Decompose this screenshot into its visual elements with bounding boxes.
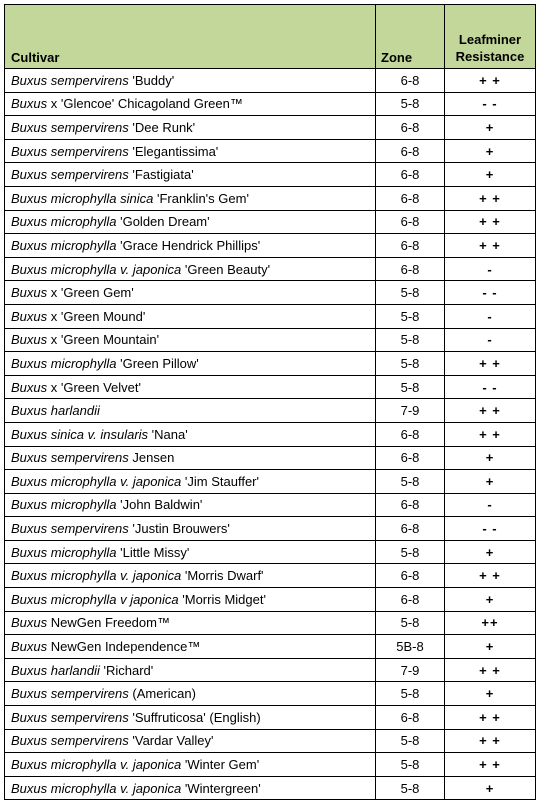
table-row — [5, 658, 536, 682]
resistance-cell: + — [445, 139, 536, 163]
cultivar-cell — [5, 706, 376, 730]
cultivar-species: Buxus harlandii — [11, 403, 100, 419]
resistance-cell: - — [445, 328, 536, 352]
cultivar-variety: 'Wintergreen' — [181, 780, 261, 796]
resistance-cell: - - — [445, 281, 536, 305]
table-row — [5, 399, 536, 423]
table-row — [5, 116, 536, 140]
resistance-cell: + + — [445, 210, 536, 234]
cultivar-variety: Jensen — [128, 450, 175, 466]
cultivar-variety: x 'Green Gem' — [47, 285, 134, 301]
cultivar-variety: x 'Glencoe' Chicagoland Green™ — [47, 96, 243, 112]
cultivar-cell — [5, 611, 376, 635]
zone-cell: 6-8 — [376, 422, 445, 446]
cultivar-species: Buxus sinica v. insularis — [11, 426, 149, 442]
cultivar-cell — [5, 729, 376, 753]
zone-cell: 5-8 — [376, 776, 445, 800]
zone-cell: 7-9 — [376, 658, 445, 682]
cultivar-cell — [5, 658, 376, 682]
zone-cell: 6-8 — [376, 69, 445, 93]
cultivar-species: Buxus microphylla — [11, 214, 117, 230]
cultivar-cell — [5, 186, 376, 210]
table-row — [5, 446, 536, 470]
cultivar-variety: 'Green Pillow' — [116, 355, 199, 371]
zone-cell: 6-8 — [376, 210, 445, 234]
resistance-cell: + + — [445, 186, 536, 210]
zone-cell: 5-8 — [376, 682, 445, 706]
resistance-cell: + + — [445, 422, 536, 446]
cultivar-species: Buxus microphylla sinica — [11, 190, 154, 206]
resistance-cell: + + — [445, 753, 536, 777]
resistance-cell: ++ — [445, 611, 536, 635]
cultivar-variety: NewGen Freedom™ — [47, 615, 170, 631]
zone-cell: 5-8 — [376, 729, 445, 753]
cultivar-variety: x 'Green Velvet' — [47, 379, 141, 395]
resistance-cell: + — [445, 540, 536, 564]
cultivar-species: Buxus — [11, 308, 48, 324]
resistance-cell: + + — [445, 69, 536, 93]
cultivar-variety: x 'Green Mountain' — [47, 332, 160, 348]
zone-cell: 5-8 — [376, 304, 445, 328]
cultivar-species: Buxus sempervirens — [11, 450, 129, 466]
cultivar-cell — [5, 422, 376, 446]
table-row — [5, 69, 536, 93]
table-row — [5, 493, 536, 517]
zone-cell: 5-8 — [376, 611, 445, 635]
cultivar-species: Buxus microphylla v. japonica — [11, 568, 182, 584]
cultivar-cell — [5, 92, 376, 116]
zone-cell: 5-8 — [376, 328, 445, 352]
cultivar-cell — [5, 375, 376, 399]
cultivar-cell — [5, 776, 376, 800]
cultivar-species: Buxus sempervirens — [11, 709, 129, 725]
cultivar-species: Buxus — [11, 332, 48, 348]
cultivar-variety: 'Richard' — [99, 662, 154, 678]
table-row — [5, 210, 536, 234]
resistance-cell: + + — [445, 399, 536, 423]
zone-cell: 5-8 — [376, 352, 445, 376]
cultivar-species: Buxus sempervirens — [11, 143, 129, 159]
cultivar-cell — [5, 328, 376, 352]
zone-cell: 5-8 — [376, 753, 445, 777]
cultivar-species: Buxus sempervirens — [11, 119, 129, 135]
table-row — [5, 234, 536, 258]
cultivar-cell — [5, 163, 376, 187]
table-row — [5, 304, 536, 328]
zone-cell: 5-8 — [376, 92, 445, 116]
cultivar-variety: 'Suffruticosa' (English) — [128, 709, 261, 725]
cultivar-variety: 'Elegantissima' — [128, 143, 219, 159]
cultivar-species: Buxus — [11, 96, 48, 112]
resistance-cell: + — [445, 588, 536, 612]
cultivar-cell — [5, 399, 376, 423]
cultivar-cell — [5, 352, 376, 376]
cultivar-species: Buxus — [11, 615, 48, 631]
zone-cell: 6-8 — [376, 564, 445, 588]
header-resistance-line1: Leafminer — [458, 32, 522, 47]
table-row — [5, 163, 536, 187]
cultivar-variety: 'Jim Stauffer' — [181, 473, 259, 489]
zone-cell: 6-8 — [376, 163, 445, 187]
cultivar-variety: 'Golden Dream' — [116, 214, 210, 230]
table-row — [5, 375, 536, 399]
cultivar-variety: 'Franklin's Gem' — [153, 190, 249, 206]
cultivar-cell — [5, 493, 376, 517]
zone-cell: 5-8 — [376, 281, 445, 305]
cultivar-cell — [5, 257, 376, 281]
table-row — [5, 422, 536, 446]
cultivar-cell — [5, 753, 376, 777]
table-row — [5, 753, 536, 777]
cultivar-variety: 'Justin Brouwers' — [128, 521, 230, 537]
resistance-cell: + — [445, 446, 536, 470]
table-row — [5, 635, 536, 659]
zone-cell: 6-8 — [376, 493, 445, 517]
cultivar-variety: NewGen Independence™ — [47, 639, 201, 655]
cultivar-cell — [5, 234, 376, 258]
zone-cell: 6-8 — [376, 186, 445, 210]
cultivar-species: Buxus microphylla — [11, 355, 117, 371]
table-row — [5, 328, 536, 352]
cultivar-species: Buxus microphylla v japonica — [11, 591, 179, 607]
cultivar-cell — [5, 281, 376, 305]
cultivar-variety: 'Dee Runk' — [128, 119, 196, 135]
cultivar-variety: 'Buddy' — [128, 72, 175, 88]
cultivar-cell — [5, 139, 376, 163]
table-row — [5, 352, 536, 376]
header-cultivar: Cultivar — [5, 5, 376, 69]
cultivar-cell — [5, 517, 376, 541]
cultivar-variety: 'Morris Midget' — [178, 591, 266, 607]
zone-cell: 7-9 — [376, 399, 445, 423]
cultivar-variety: 'Vardar Valley' — [128, 733, 214, 749]
cultivar-species: Buxus — [11, 285, 48, 301]
cultivar-variety: 'Green Beauty' — [181, 261, 271, 277]
zone-cell: 5B-8 — [376, 635, 445, 659]
resistance-cell: + — [445, 163, 536, 187]
cultivar-species: Buxus microphylla — [11, 237, 117, 253]
zone-cell: 6-8 — [376, 234, 445, 258]
table-body — [5, 69, 536, 800]
cultivar-cell — [5, 540, 376, 564]
resistance-cell: - - — [445, 375, 536, 399]
table-row — [5, 540, 536, 564]
cultivar-cell — [5, 69, 376, 93]
resistance-cell: + + — [445, 234, 536, 258]
cultivar-variety: 'Nana' — [148, 426, 188, 442]
cultivar-species: Buxus — [11, 379, 48, 395]
table-row — [5, 588, 536, 612]
cultivar-species: Buxus microphylla v. japonica — [11, 261, 182, 277]
zone-cell: 6-8 — [376, 517, 445, 541]
zone-cell: 5-8 — [376, 540, 445, 564]
cultivar-cell — [5, 446, 376, 470]
cultivar-species: Buxus microphylla v. japonica — [11, 780, 182, 796]
zone-cell: 6-8 — [376, 706, 445, 730]
zone-cell: 6-8 — [376, 257, 445, 281]
cultivar-species: Buxus microphylla — [11, 544, 117, 560]
cultivar-species: Buxus harlandii — [11, 662, 100, 678]
cultivar-cell — [5, 470, 376, 494]
resistance-cell: - - — [445, 517, 536, 541]
table-row — [5, 281, 536, 305]
cultivar-species: Buxus sempervirens — [11, 733, 129, 749]
resistance-cell: - — [445, 257, 536, 281]
resistance-cell: + — [445, 470, 536, 494]
resistance-cell: + — [445, 682, 536, 706]
cultivar-variety: 'Little Missy' — [116, 544, 190, 560]
resistance-cell: + + — [445, 729, 536, 753]
resistance-cell: + — [445, 776, 536, 800]
zone-cell: 6-8 — [376, 588, 445, 612]
cultivar-cell — [5, 304, 376, 328]
cultivar-variety: x 'Green Mound' — [47, 308, 146, 324]
cultivar-variety: 'Winter Gem' — [181, 757, 260, 773]
table-row — [5, 611, 536, 635]
cultivar-variety: (American) — [128, 686, 196, 702]
zone-cell: 6-8 — [376, 446, 445, 470]
table-row — [5, 92, 536, 116]
header-leafminer-resistance — [445, 5, 536, 69]
resistance-cell: + + — [445, 564, 536, 588]
header-row — [5, 5, 536, 69]
cultivar-cell — [5, 635, 376, 659]
header-resistance-line2: Resistance — [455, 49, 525, 64]
cultivar-variety: 'Grace Hendrick Phillips' — [116, 237, 261, 253]
cultivar-cell — [5, 564, 376, 588]
table-row — [5, 257, 536, 281]
table-row — [5, 776, 536, 800]
cultivar-cell — [5, 116, 376, 140]
table-row — [5, 729, 536, 753]
cultivar-species: Buxus microphylla — [11, 497, 117, 513]
resistance-cell: + — [445, 635, 536, 659]
cultivar-cell — [5, 588, 376, 612]
cultivar-variety: 'Morris Dwarf' — [181, 568, 264, 584]
cultivar-species: Buxus sempervirens — [11, 72, 129, 88]
cultivar-species: Buxus — [11, 639, 48, 655]
cultivar-cell — [5, 210, 376, 234]
resistance-cell: + — [445, 116, 536, 140]
cultivar-species: Buxus sempervirens — [11, 167, 129, 183]
table-row — [5, 564, 536, 588]
resistance-cell: + + — [445, 658, 536, 682]
cultivar-species: Buxus microphylla v. japonica — [11, 757, 182, 773]
zone-cell: 5-8 — [376, 470, 445, 494]
table-row — [5, 517, 536, 541]
cultivar-cell — [5, 682, 376, 706]
cultivar-species: Buxus sempervirens — [11, 686, 129, 702]
boxwood-table-container — [4, 4, 536, 800]
resistance-cell: - - — [445, 92, 536, 116]
cultivar-variety: 'John Baldwin' — [116, 497, 203, 513]
table-header — [5, 5, 536, 69]
resistance-cell: + + — [445, 352, 536, 376]
cultivar-variety: 'Fastigiata' — [128, 167, 194, 183]
table-row — [5, 139, 536, 163]
table-row — [5, 706, 536, 730]
table-row — [5, 186, 536, 210]
header-zone: Zone — [376, 5, 445, 69]
cultivar-species: Buxus sempervirens — [11, 521, 129, 537]
resistance-cell: - — [445, 304, 536, 328]
zone-cell: 6-8 — [376, 139, 445, 163]
cultivar-species: Buxus microphylla v. japonica — [11, 473, 182, 489]
boxwood-cultivar-table — [4, 4, 536, 800]
resistance-cell: - — [445, 493, 536, 517]
zone-cell: 5-8 — [376, 375, 445, 399]
resistance-cell: + + — [445, 706, 536, 730]
zone-cell: 6-8 — [376, 116, 445, 140]
table-row — [5, 682, 536, 706]
table-row — [5, 470, 536, 494]
